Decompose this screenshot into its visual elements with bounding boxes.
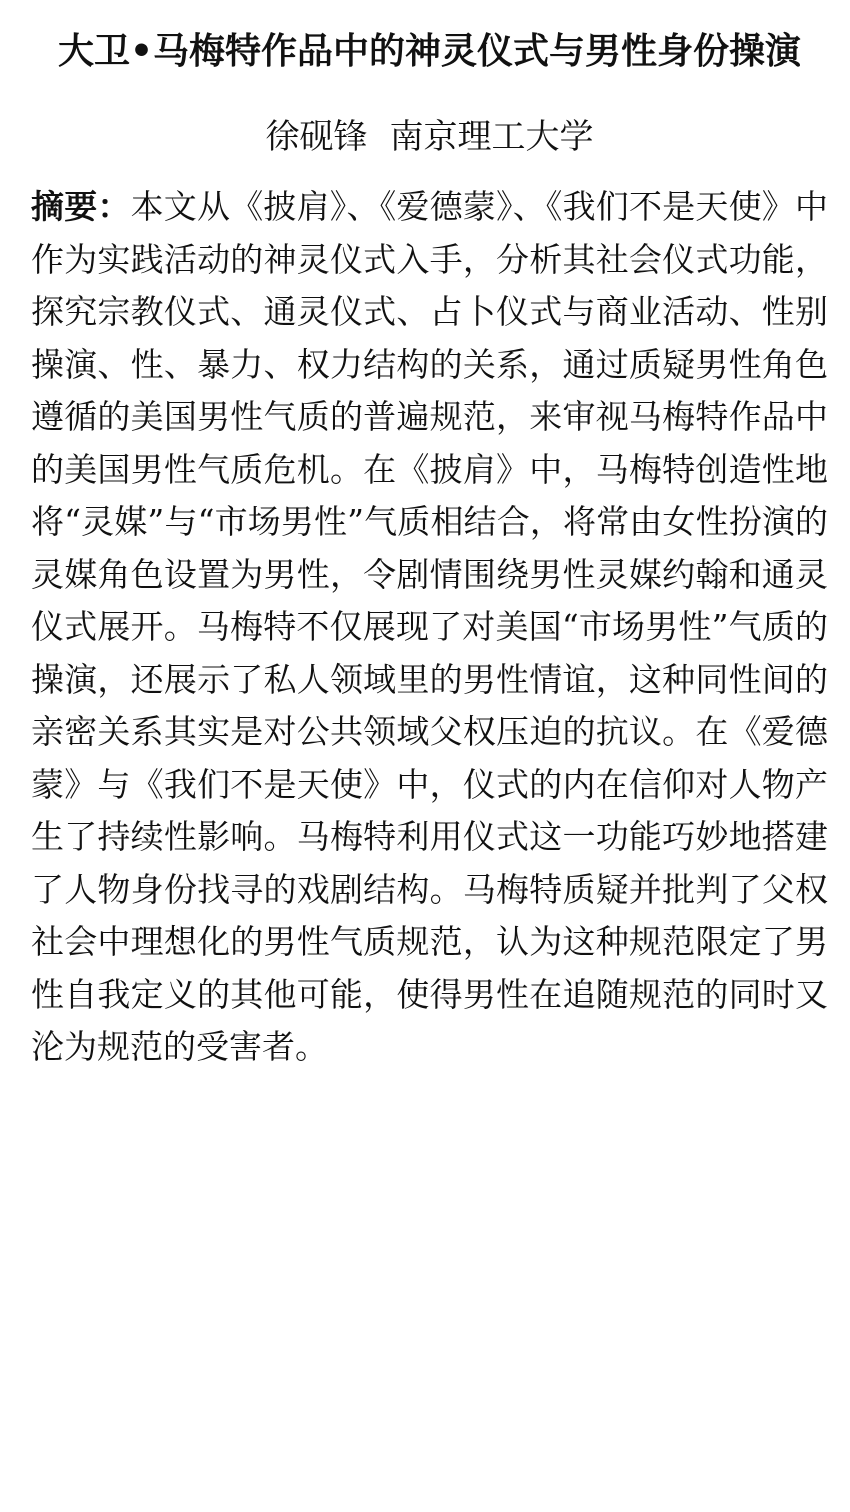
- author-name: 徐砚锋: [265, 117, 368, 157]
- author-line: [31, 115, 828, 159]
- abstract-paragraph: [31, 181, 828, 1074]
- author-affiliation: 南京理工大学: [389, 117, 594, 157]
- paper-title: 大卫•马梅特作品中的神灵仪式与男性身份操演: [57, 31, 801, 72]
- abstract-text: 本文从《披肩》、《爱德蒙》、《我们不是天使》中作为实践活动的神灵仪式入手，分析其社会仪式功能，探究宗教仪式、通灵仪式、占卜仪式与商业活动、性别操演、性、暴力、权力结构的关系，通过质疑男性角色遵循的美国男性气质的普遍规范，来审视马梅特作品中的美国男性气质危机。在《披肩》中，马梅特创造性地将“灵媒”与“市场男性”气质相结合，将常由女性扮演的灵媒角色设置为男性，令剧情围绕男性灵媒约翰和通灵仪式展开。马梅特不仅展现了对美国“市场男性”气质的操演，还展示了私人领域里的男性情谊，这种同性间的亲密关系其实是对公共领域父权压迫的抗议。在《爱德蒙》与《我们不是天使》中，仪式的内在信仰对人物产生了持续性影响。马梅特利用仪式这一功能巧妙地搭建了人物身份找寻的戏剧结构。马梅特质疑并批判了父权社会中理想化的男性气质规范，认为这种规范限定了男性自我定义的其他可能，使得男性在追随规范的同时又沦为规范的受害者。: [31, 187, 829, 1066]
- abstract-label: 摘要：: [31, 187, 131, 226]
